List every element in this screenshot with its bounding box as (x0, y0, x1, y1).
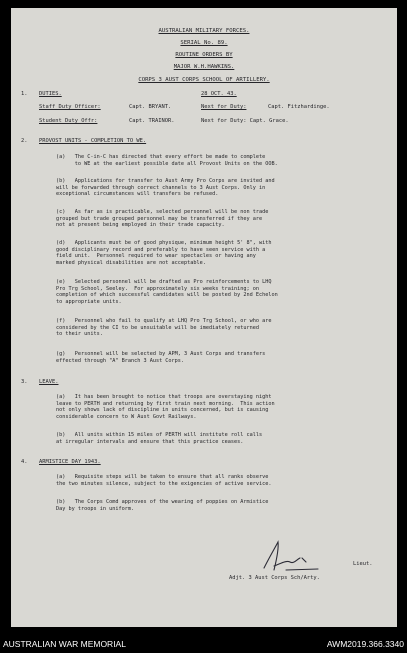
para-2c: (c) As far as is practicable, selected personnel will be non trade grouped but trade grouped personnel may be transferred if they are not at present being employed in their trade capacity. (56, 209, 269, 229)
header-title: ROUTINE ORDERS BY (175, 52, 233, 58)
section-4-number: 4. (21, 459, 28, 465)
para-2g: (g) Personnel will be selected by APM, 3 Aust Corps and transfers effected through "A" Branch 3 Aust Corps. (56, 351, 266, 364)
header-serial: SERIAL No. 89. (180, 40, 228, 46)
para-2f: (f) Personnel who fail to qualify at LHQ Pro Trg School, or who are considered by the CI to be unsuitable will be imediately returned to their units. (56, 318, 272, 338)
para-2b: (b) Applications for transfer to Aust Army Pro Corps are invited and will be forwarded through correct channels to 3 Aust Corps. Only in exceptional circumstances will transfers be refused. (56, 178, 275, 198)
signature-rank: Lieut. (353, 561, 373, 567)
para-2a: (a) The C-in-C has directed that every effort be made to complete to WE at the earliest possible date all Provost Units on the OOB. (56, 154, 278, 167)
header-major: MAJOR W.H.HAWKINS. (173, 64, 235, 70)
staff-next-label: Next for Duty: (201, 104, 247, 110)
section-4-title: ARMISTICE DAY 1943. (39, 459, 101, 465)
para-4a: (a) Requisite steps will be taken to ensure that all ranks observe the two minutes silence, subject to the exigencies of active service. (56, 474, 272, 487)
para-3b: (b) All units within 15 miles of PERTH will institute roll calls at irregular intervals and ensure that this practice ceases. (56, 432, 263, 445)
staff-duty-label: Staff Duty Officer: (39, 104, 101, 110)
student-duty-value: Capt. TRAINOR. (129, 118, 175, 124)
section-1-number: 1. (21, 91, 28, 97)
handwritten-signature (256, 536, 326, 576)
footer-institution: AUSTRALIAN WAR MEMORIAL (3, 639, 126, 649)
section-3-number: 3. (21, 379, 28, 385)
para-4b: (b) The Corps Comd approves of the wearing of poppies on Armistice Day by troops in uniform. (56, 499, 269, 512)
staff-duty-value: Capt. BRYANT. (129, 104, 172, 110)
header-unit: CORPS 3 AUST CORPS SCHOOL OF ARTILLERY. (138, 77, 270, 83)
para-2d: (d) Applicants must be of good physique, minimum height 5' 8", with good disciplinary record and preferably to have seen service with a field unit. Personnel required to wear spectacles or having any marked physical disabilities are not acceptable. (56, 240, 272, 267)
para-3a: (a) It has been brought to notice that troops are overstaying night leave to PERTH and returning by first train next morning. This action not only shows lack of discipline in units concerned, but is causing considerable concern to W Aust Govt Railways. (56, 394, 275, 421)
section-2-number: 2. (21, 138, 28, 144)
section-3-title: LEAVE. (39, 379, 59, 385)
section-2-title: PROVOST UNITS - COMPLETION TO WE. (39, 138, 147, 144)
document-page (11, 8, 397, 627)
footer-accession-number: AWM2019.366.3340 (326, 639, 404, 649)
signature-title: Adjt. 3 Aust Corps Sch/Arty. (229, 575, 320, 581)
para-2e: (e) Selected personnel will be drafted as Pro reinforcements to LHQ Pro Trg School, Seeley. For approximately six weeks training; on completion of which successful candidates will be posted by 2nd Echelon to appropriate units. (56, 279, 278, 306)
staff-next-value: Capt. Fitzhardinge. (268, 104, 330, 110)
student-duty-label: Student Duty Offr: (39, 118, 98, 124)
section-1-title: DUTIES. (39, 91, 62, 97)
header-force: AUSTRALIAN MILITARY FORCES. (158, 28, 250, 34)
student-next: Next for Duty: Capt. Grace. (201, 118, 289, 124)
section-1-date: 28 OCT. 43. (201, 91, 237, 97)
footer-bar (0, 627, 407, 653)
